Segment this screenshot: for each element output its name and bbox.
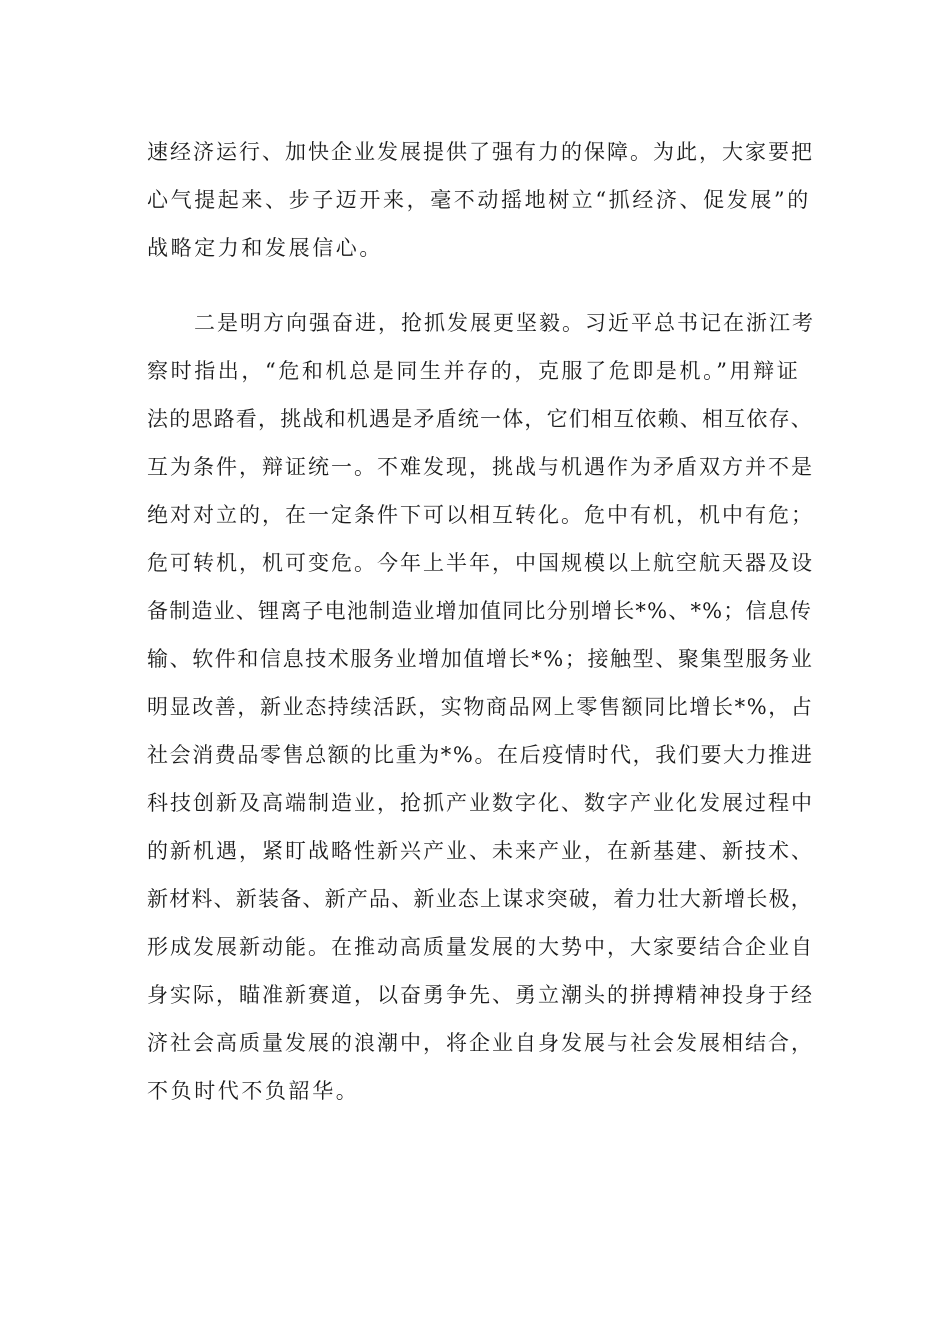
paragraph-2 [147,299,815,1115]
text-line: 济社会高质量发展的浪潮中，将企业自身发展与社会发展相结合， [147,1031,814,1055]
paragraph-1 [147,128,814,272]
text-line: 新材料、新装备、新产品、新业态上谋求突破，着力壮大新增长极， [147,887,813,911]
text-line: 绝对对立的，在一定条件下可以相互转化。危中有机，机中有危； [147,503,814,527]
text-line: 备制造业、锂离子电池制造业增加值同比分别增长*%、*%；信息传 [147,599,813,623]
text-line: 输、软件和信息技术服务业增加值增长*%；接触型、聚集型服务业 [147,647,814,671]
text-line: 身实际，瞄准新赛道，以奋勇争先、勇立潮头的拼搏精神投身于经 [147,983,814,1007]
text-line: 速经济运行、加快企业发展提供了强有力的保障。为此，大家要把 [147,140,814,164]
text-line: 心气提起来、步子迈开来，毫不动摇地树立“抓经济、促发展”的 [147,188,811,212]
text-line: 科技创新及高端制造业，抢抓产业数字化、数字产业化发展过程中 [147,791,814,815]
text-line: 不负时代不负韶华。 [147,1079,360,1103]
text-line: 的新机遇，紧盯战略性新兴产业、未来产业，在新基建、新技术、 [147,839,814,863]
text-line: 战略定力和发展信心。 [147,236,383,260]
text-line: 社会消费品零售总额的比重为*%。在后疫情时代，我们要大力推进 [147,743,814,767]
text-line: 察时指出，“危和机总是同生并存的，克服了危即是机。”用辩证 [147,359,801,383]
text-line: 危可转机，机可变危。今年上半年，中国规模以上航空航天器及设 [147,551,814,575]
text-line: 形成发展新动能。在推动高质量发展的大势中，大家要结合企业自 [147,935,814,959]
text-line: 明显改善，新业态持续活跃，实物商品网上零售额同比增长*%，占 [147,695,814,719]
paragraph-spacer [147,272,807,299]
text-line: 二是明方向强奋进，抢抓发展更坚毅。习近平总书记在浙江考 [194,311,815,335]
text-line: 互为条件，辩证统一。不难发现，挑战与机遇作为矛盾双方并不是 [147,455,814,479]
text-line: 法的思路看，挑战和机遇是矛盾统一体，它们相互依赖、相互依存、 [147,407,813,431]
document-body [147,128,815,1115]
